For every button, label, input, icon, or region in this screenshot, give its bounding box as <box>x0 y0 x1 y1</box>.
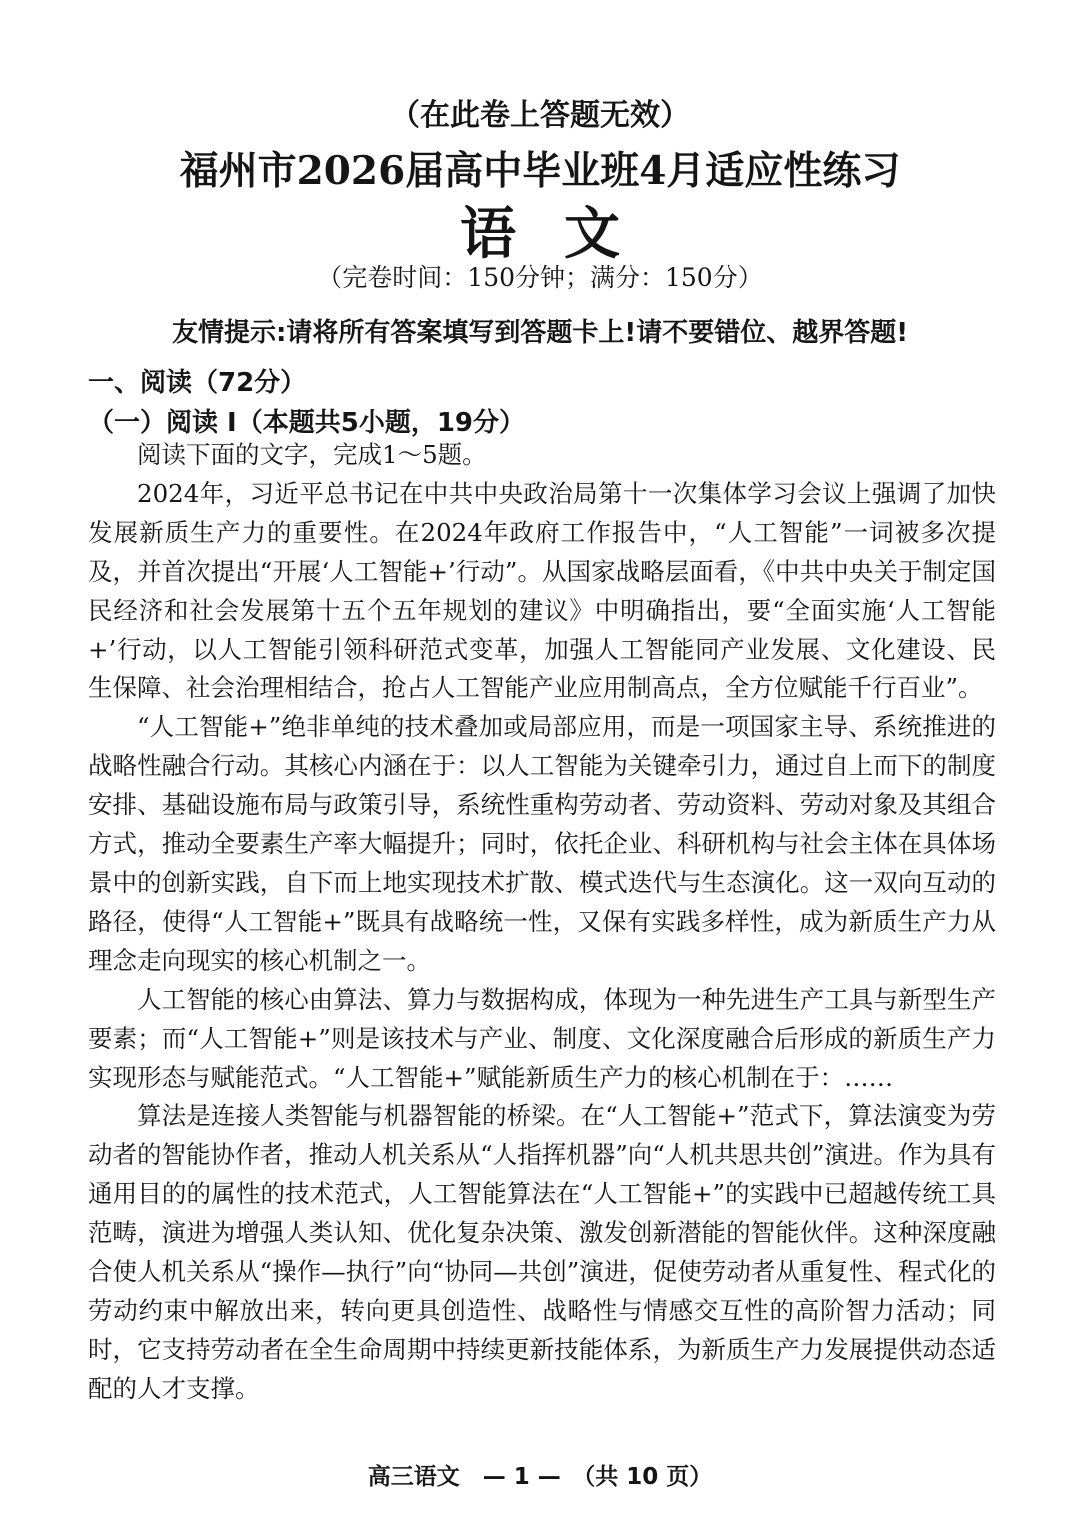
reading-passage <box>88 436 996 1409</box>
passage-paragraph-2: “人工智能+”绝非单纯的技术叠加或局部应用，而是一项国家主导、系统推进的战略性融合行动。其核心内涵在于：以人工智能为关键牵引力，通过自上而下的制度安排、基础设施布局与政策引导，系统性重构劳动者、劳动资料、劳动对象及其组合方式，推动全要素生产率大幅提升；同时，依托企业、科研机构与社会主体在具体场景中的创新实践，自下而上地实现技术扩散、模式迭代与生态演化。这一双向互动的路径，使得“人工智能+”既具有战略统一性，又保有实践多样性，成为新质生产力从理念走向现实的核心机制之一。 <box>88 712 996 975</box>
invalid-answer-notice: （在此卷上答题无效） <box>390 98 690 133</box>
passage-paragraph-4: 算法是连接人类智能与机器智能的桥梁。在“人工智能+”范式下，算法演变为劳动者的智能协作者，推动人机关系从“人指挥机器”向“人机共思共创”演进。作为具有通用目的的属性的技术范式，人工智能算法在“人工智能+”的实践中已超越传统工具范畴，演进为增强人类认知、优化复杂决策、激发创新潜能的智能伙伴。这种深度融合使人机关系从“操作—执行”向“协同—共创”演进，促使劳动者从重复性、程式化的劳动约束中解放出来，转向更具创造性、战略性与情感交互性的高阶智力活动；同时，它支持劳动者在全生命周期中持续更新技能体系，为新质生产力发展提供动态适配的人才支撑。 <box>88 1101 996 1403</box>
subsection-heading: （一）阅读 I（本题共5小题，19分） <box>88 408 525 438</box>
passage-paragraph-1: 2024年，习近平总书记在中共中央政治局第十一次集体学习会议上强调了加快发展新质生产力的重要性。在2024年政府工作报告中，“人工智能”一词被多次提及，并首次提出“开展‘人工智能+’行动”。从国家战略层面看，《中共中央关于制定国民经济和社会发展第十五个五年规划的建议》中明确指出，要“全面实施‘人工智能+’行动，以人工智能引领科研范式变革，加强人工智能同产业发展、文化建设、民生保障、社会治理相结合，抢占人工智能产业应用制高点，全方位赋能千行百业”。 <box>88 478 996 703</box>
friendly-tip: 友情提示:请将所有答案填写到答题卡上!请不要错位、越界答题! <box>171 318 909 348</box>
exam-title: 福州市2026届高中毕业班4月适应性练习 <box>179 148 901 194</box>
passage-paragraph-3: 人工智能的核心由算法、算力与数据构成，体现为一种先进生产工具与新型生产要素；而“人工智能+”则是该技术与产业、制度、文化深度融合后形成的新质生产力实现形态与赋能范式。“人工智能+”赋能新质生产力的核心机制在于：…… <box>88 984 996 1092</box>
section-heading: 一、阅读（72分） <box>88 368 307 398</box>
subject-title: 语文 <box>460 201 668 267</box>
passage-instruction: 阅读下面的文字，完成1～5题。 <box>137 440 487 469</box>
time-and-score-info: （完卷时间：150分钟；满分：150分） <box>317 263 763 292</box>
page-footer: 高三语文 — 1 — （共 10 页） <box>367 1464 713 1490</box>
